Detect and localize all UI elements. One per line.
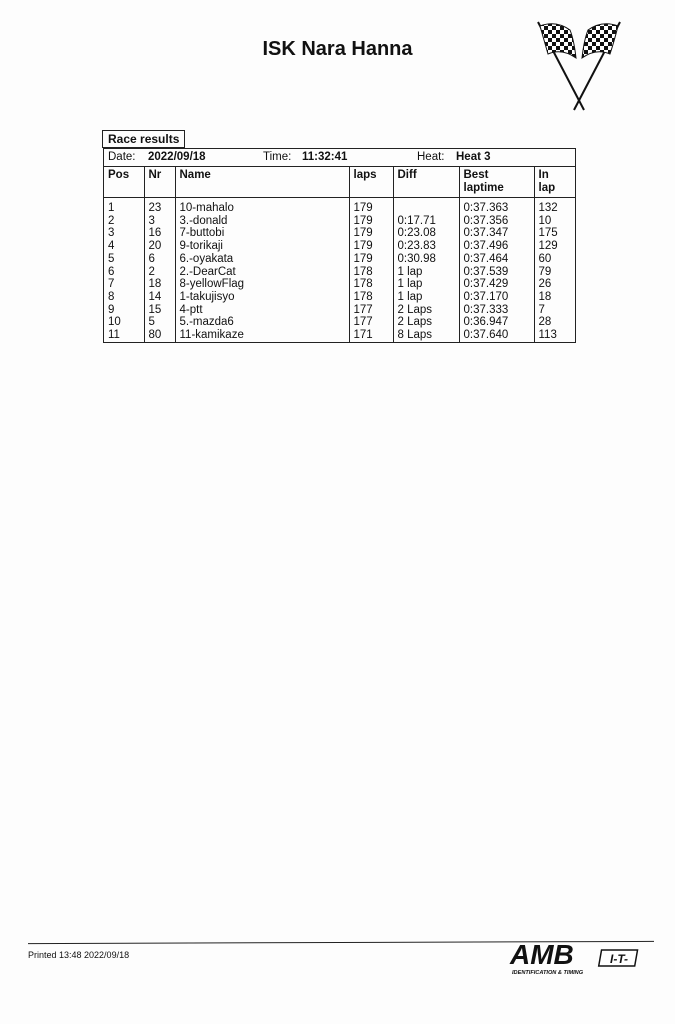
cell-inlap: 26 — [538, 278, 552, 291]
race-results-label: Race results — [102, 130, 185, 148]
table-row — [104, 291, 575, 304]
amb-logo-subtitle: IDENTIFICATION & TIMING — [512, 970, 584, 976]
cell-pos: 9 — [104, 304, 144, 317]
cell-inlap: 113 — [538, 329, 557, 342]
cell-laps: 178 — [349, 278, 393, 291]
table-row — [104, 329, 575, 342]
cell-pos: 6 — [104, 266, 144, 279]
cell-best: 0:37.356 — [459, 215, 534, 228]
cell-name: 3.-donald — [175, 215, 349, 228]
cell-diff: 1 lap — [393, 278, 459, 291]
cell-name: 1-takujisyo — [175, 291, 349, 304]
cell-best: 0:37.170 — [459, 291, 534, 304]
heat-value: Heat 3 — [456, 151, 491, 163]
cell-name: 9-torikaji — [175, 240, 349, 253]
cell-nr: 16 — [144, 227, 175, 240]
cell-nr: 2 — [144, 266, 175, 279]
cell-laps: 179 — [349, 215, 393, 228]
col-best-laptime: Best laptime — [459, 167, 534, 198]
cell-laps: 171 — [349, 329, 393, 342]
cell-nr: 15 — [144, 304, 175, 317]
results-sheet — [103, 148, 576, 343]
cell-best: 0:37.464 — [459, 253, 534, 266]
cell-laps: 178 — [349, 291, 393, 304]
table-row — [104, 278, 575, 291]
cell-inlap: 28 — [538, 316, 552, 329]
cell-diff: 1 lap — [393, 291, 459, 304]
heat-label: Heat: — [417, 151, 445, 163]
cell-pos: 3 — [104, 227, 144, 240]
cell-best: 0:37.496 — [459, 240, 534, 253]
cell-pos: 5 — [104, 253, 144, 266]
cell-inlap: 79 — [538, 265, 552, 278]
cell-name: 4-ptt — [175, 304, 349, 317]
cell-best: 0:37.347 — [459, 227, 534, 240]
cell-laps: 177 — [349, 304, 393, 317]
cell-diff: 2 Laps — [393, 316, 459, 329]
cell-inlap: 132 — [538, 202, 558, 214]
cell-inlap: 60 — [538, 252, 552, 265]
time-label: Time: — [263, 151, 292, 163]
time-value: 11:32:41 — [302, 151, 348, 163]
cell-name: 11-kamikaze — [175, 329, 349, 342]
cell-pos: 7 — [104, 278, 144, 291]
cell-nr: 14 — [144, 291, 175, 304]
cell-laps: 177 — [349, 316, 393, 329]
cell-diff — [393, 198, 459, 215]
cell-name: 6.-oyakata — [175, 253, 349, 266]
cell-nr: 23 — [144, 198, 175, 215]
cell-inlap: 129 — [538, 240, 558, 253]
cell-pos: 4 — [104, 240, 144, 253]
table-row — [104, 227, 575, 240]
date-value: 2022/09/18 — [148, 151, 206, 163]
amb-logo-text: AMB — [510, 939, 574, 970]
cell-inlap: 10 — [538, 214, 552, 227]
cell-best: 0:37.429 — [459, 278, 534, 291]
cell-name: 5.-mazda6 — [175, 316, 349, 329]
cell-inlap: 175 — [538, 227, 558, 240]
cell-nr: 18 — [144, 278, 175, 291]
race-info-row — [104, 149, 575, 167]
table-row — [104, 253, 575, 266]
cell-nr: 5 — [144, 316, 175, 329]
page-title: ISK Nara Hanna — [262, 38, 413, 60]
cell-laps: 179 — [349, 240, 393, 253]
cell-best: 0:37.539 — [459, 266, 534, 279]
cell-pos: 8 — [104, 291, 144, 304]
col-in-lap: In lap — [534, 167, 575, 198]
table-header-row — [104, 167, 575, 198]
cell-inlap: 18 — [538, 290, 552, 303]
table-row — [104, 215, 575, 228]
table-row — [104, 240, 575, 253]
cell-name: 8-yellowFlag — [175, 278, 349, 291]
col-diff: Diff — [393, 167, 459, 198]
cell-diff: 2 Laps — [393, 304, 459, 317]
col-nr: Nr — [144, 167, 175, 198]
date-label: Date: — [108, 151, 136, 163]
cell-name: 7-buttobi — [175, 227, 349, 240]
cell-diff: 8 Laps — [393, 329, 459, 342]
cell-name: 10-mahalo — [175, 198, 349, 215]
cell-nr: 20 — [144, 240, 175, 253]
table-row — [104, 266, 575, 279]
cell-best: 0:37.333 — [459, 304, 534, 317]
cell-diff: 0:23.83 — [393, 240, 459, 253]
cell-nr: 6 — [144, 253, 175, 266]
cell-nr: 3 — [144, 215, 175, 228]
amb-logo — [506, 936, 646, 978]
cell-best: 0:37.363 — [459, 198, 534, 215]
printed-timestamp: Printed 13:48 2022/09/18 — [28, 950, 130, 960]
cell-diff: 1 lap — [393, 266, 459, 279]
cell-diff: 0:23.08 — [393, 227, 459, 240]
cell-pos: 2 — [104, 215, 144, 228]
cell-laps: 179 — [349, 253, 393, 266]
col-laps: laps — [349, 167, 393, 198]
col-name: Name — [175, 167, 349, 198]
cell-pos: 1 — [104, 198, 144, 215]
cell-laps: 179 — [349, 227, 393, 240]
cell-laps: 179 — [349, 198, 393, 215]
results-table — [104, 167, 575, 342]
cell-diff: 0:30.98 — [393, 253, 459, 266]
table-row — [104, 198, 575, 215]
table-row — [104, 304, 575, 317]
checkered-flags-icon — [528, 18, 630, 112]
cell-best: 0:36.947 — [459, 316, 534, 329]
cell-pos: 11 — [104, 329, 144, 342]
cell-pos: 10 — [104, 316, 144, 329]
table-row — [104, 316, 575, 329]
amb-logo-badge: I-T- — [610, 952, 628, 966]
col-pos: Pos — [104, 167, 144, 198]
cell-laps: 178 — [349, 266, 393, 279]
cell-inlap: 7 — [538, 303, 545, 316]
cell-name: 2.-DearCat — [175, 266, 349, 279]
cell-diff: 0:17.71 — [393, 215, 459, 228]
cell-best: 0:37.640 — [459, 329, 534, 342]
cell-nr: 80 — [144, 329, 175, 342]
